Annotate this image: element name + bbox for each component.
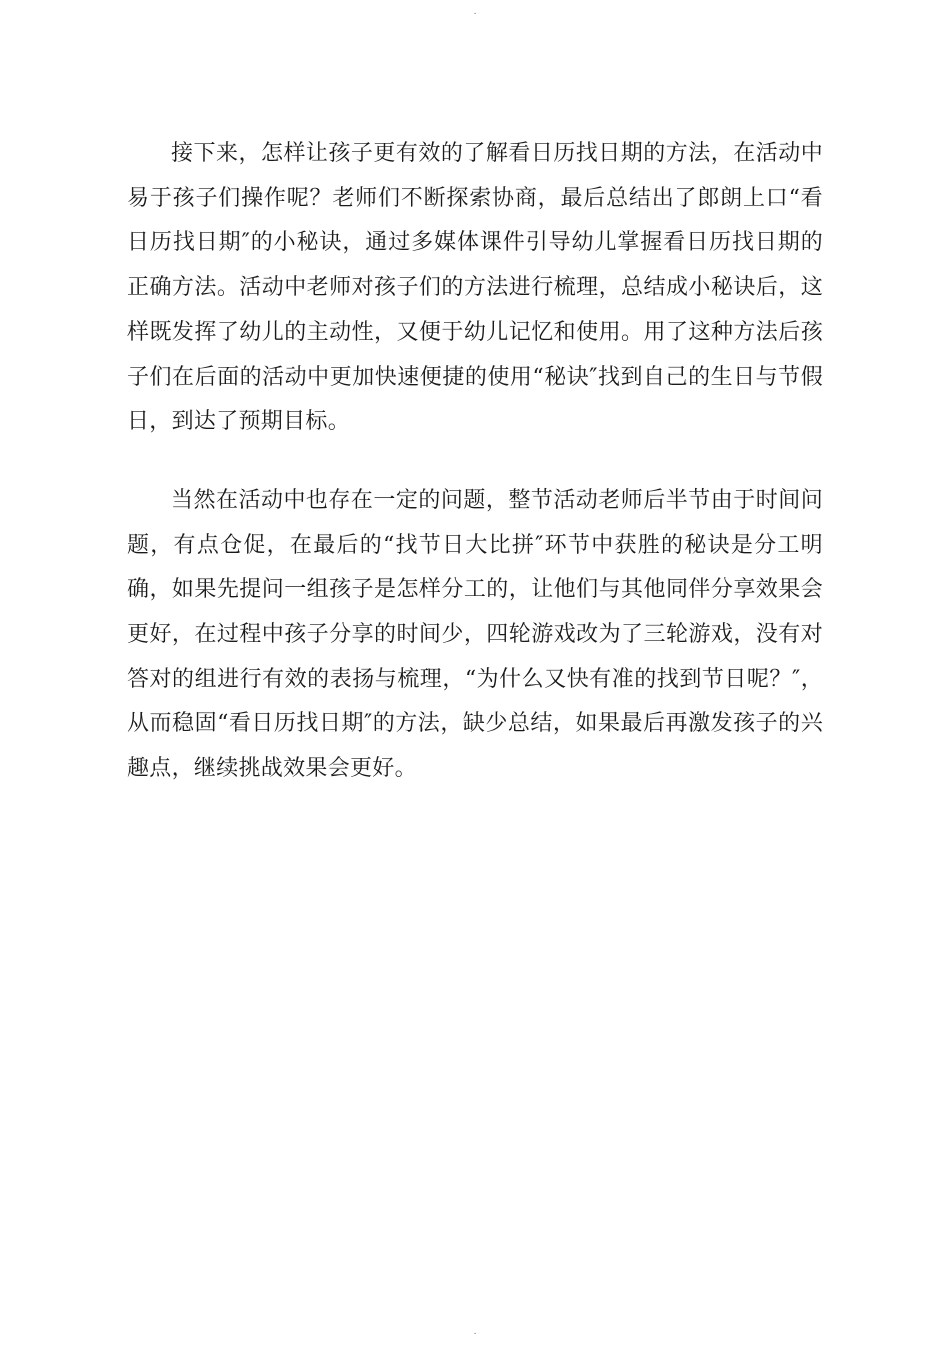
- paragraph-2: 当然在活动中也存在一定的问题，整节活动老师后半节由于时间问题，有点仓促，在最后的“找节日大比拼″环节中获胜的秘诀是分工明确，如果先提问一组孩子是怎样分工的，让他们与其他同伴分享效果会更好，在过程中孩子分享的时间少，四轮游戏改为了三轮游戏，没有对答对的组进行有效的表扬与梳理，“为什么又快有准的找到节日呢？″，从而稳固“看日历找日期″的方法，缺少总结，如果最后再激发孩子的兴趣点，继续挑战效果会更好。: [127, 487, 823, 782]
- page-footer-mark: .: [473, 1327, 477, 1337]
- document-body: [127, 132, 823, 792]
- page-header-mark: .: [473, 7, 477, 17]
- paragraph-1: 接下来，怎样让孩子更有效的了解看日历找日期的方法，在活动中易于孩子们操作呢？老师们不断探索协商，最后总结出了郎朗上口“看日历找日期″的小秘诀，通过多媒体课件引导幼儿掌握看日历找日期的正确方法。活动中老师对孩子们的方法进行梳理，总结成小秘诀后，这样既发挥了幼儿的主动性，又便于幼儿记忆和使用。用了这种方法后孩子们在后面的活动中更加快速便捷的使用“秘诀″找到自己的生日与节假日，到达了预期目标。: [127, 141, 823, 435]
